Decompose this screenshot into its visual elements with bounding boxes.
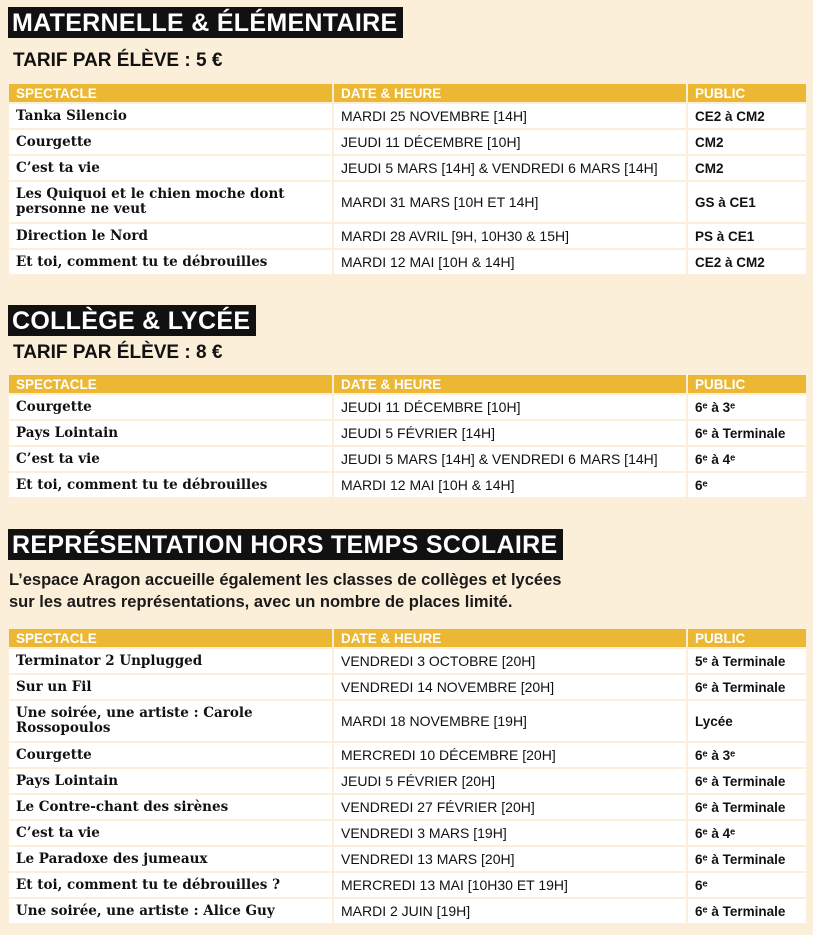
header-date: DATE & HEURE [332, 629, 686, 647]
tarif-maternelle: TARIF PAR ÉLÈVE : 5 € [13, 50, 223, 71]
date-cell: VENDREDI 14 NOVEMBRE [20H] [332, 675, 686, 699]
table-college [9, 373, 806, 499]
header-spectacle: SPECTACLE [9, 84, 332, 102]
public-cell: Lycée [686, 701, 806, 741]
table-row [9, 224, 806, 248]
table-header-row [9, 629, 806, 647]
table-row [9, 473, 806, 497]
show-name-cell: Pays Lointain [9, 769, 332, 793]
table-row [9, 821, 806, 845]
show-name-cell: Et toi, comment tu te débrouilles [9, 473, 332, 497]
date-cell: JEUDI 5 MARS [14H] & VENDREDI 6 MARS [14H] [332, 156, 686, 180]
public-cell: CE2 à CM2 [686, 104, 806, 128]
public-cell: 6ᵉ à Terminale [686, 421, 806, 445]
date-cell: VENDREDI 13 MARS [20H] [332, 847, 686, 871]
show-name-cell: C’est ta vie [9, 821, 332, 845]
show-name-cell: C’est ta vie [9, 447, 332, 471]
date-cell: MERCREDI 10 DÉCEMBRE [20H] [332, 743, 686, 767]
show-name-cell: Courgette [9, 130, 332, 154]
show-name-cell: Tanka Silencio [9, 104, 332, 128]
header-date: DATE & HEURE [332, 375, 686, 393]
table-hors-temps [9, 627, 806, 925]
public-cell: 6ᵉ à Terminale [686, 675, 806, 699]
date-cell: VENDREDI 27 FÉVRIER [20H] [332, 795, 686, 819]
public-cell: 6ᵉ à Terminale [686, 899, 806, 923]
header-date: DATE & HEURE [332, 84, 686, 102]
intro-line-2: sur les autres représentations, avec un nombre de places limité. [9, 593, 513, 611]
section-title-college: COLLÈGE & LYCÉE [8, 305, 256, 336]
public-cell: 6ᵉ à 4ᵉ [686, 821, 806, 845]
table-row [9, 156, 806, 180]
table-row [9, 701, 806, 741]
public-cell: 6ᵉ à Terminale [686, 769, 806, 793]
intro-text [9, 569, 629, 613]
date-cell: JEUDI 11 DÉCEMBRE [10H] [332, 130, 686, 154]
public-cell: 6ᵉ [686, 873, 806, 897]
header-spectacle: SPECTACLE [9, 375, 332, 393]
show-name-cell: Le Paradoxe des jumeaux [9, 847, 332, 871]
show-name-cell: C’est ta vie [9, 156, 332, 180]
table-header-row [9, 375, 806, 393]
table-row [9, 675, 806, 699]
date-cell: JEUDI 11 DÉCEMBRE [10H] [332, 395, 686, 419]
date-cell: MARDI 28 AVRIL [9H, 10H30 & 15H] [332, 224, 686, 248]
date-cell: MARDI 25 NOVEMBRE [14H] [332, 104, 686, 128]
table-row [9, 182, 806, 222]
date-cell: MARDI 31 MARS [10H ET 14H] [332, 182, 686, 222]
table-row [9, 250, 806, 274]
public-cell: 6ᵉ [686, 473, 806, 497]
public-cell: CM2 [686, 130, 806, 154]
header-public: PUBLIC [686, 375, 806, 393]
show-name-cell: Terminator 2 Unplugged [9, 649, 332, 673]
table-row [9, 847, 806, 871]
date-cell: JEUDI 5 FÉVRIER [14H] [332, 421, 686, 445]
section-title-maternelle: MATERNELLE & ÉLÉMENTAIRE [8, 7, 403, 38]
table-row [9, 769, 806, 793]
table-row [9, 130, 806, 154]
public-cell: 6ᵉ à 3ᵉ [686, 743, 806, 767]
section-title-hors-temps: REPRÉSENTATION HORS TEMPS SCOLAIRE [8, 529, 563, 560]
date-cell: VENDREDI 3 MARS [19H] [332, 821, 686, 845]
table-row [9, 104, 806, 128]
intro-line-1: L’espace Aragon accueille également les classes de collèges et lycées [9, 571, 562, 589]
show-name-cell: Le Contre-chant des sirènes [9, 795, 332, 819]
show-name-cell: Une soirée, une artiste : Alice Guy [9, 899, 332, 923]
public-cell: CM2 [686, 156, 806, 180]
table-row [9, 395, 806, 419]
show-name-cell: Courgette [9, 743, 332, 767]
table-maternelle [9, 82, 806, 276]
public-cell: PS à CE1 [686, 224, 806, 248]
table-header-row [9, 84, 806, 102]
date-cell: MARDI 18 NOVEMBRE [19H] [332, 701, 686, 741]
public-cell: 5ᵉ à Terminale [686, 649, 806, 673]
public-cell: CE2 à CM2 [686, 250, 806, 274]
date-cell: JEUDI 5 FÉVRIER [20H] [332, 769, 686, 793]
date-cell: MARDI 2 JUIN [19H] [332, 899, 686, 923]
show-name-cell: Pays Lointain [9, 421, 332, 445]
header-public: PUBLIC [686, 84, 806, 102]
table-row [9, 899, 806, 923]
table-row [9, 447, 806, 471]
header-spectacle: SPECTACLE [9, 629, 332, 647]
public-cell: 6ᵉ à 3ᵉ [686, 395, 806, 419]
date-cell: VENDREDI 3 OCTOBRE [20H] [332, 649, 686, 673]
public-cell: 6ᵉ à Terminale [686, 847, 806, 871]
header-public: PUBLIC [686, 629, 806, 647]
public-cell: GS à CE1 [686, 182, 806, 222]
table-row [9, 873, 806, 897]
show-name-cell: Sur un Fil [9, 675, 332, 699]
date-cell: MARDI 12 MAI [10H & 14H] [332, 473, 686, 497]
public-cell: 6ᵉ à 4ᵉ [686, 447, 806, 471]
table-row [9, 743, 806, 767]
table-row [9, 421, 806, 445]
show-name-cell: Courgette [9, 395, 332, 419]
show-name-cell: Une soirée, une artiste : Carole Rossopoulos [9, 701, 332, 741]
tarif-college: TARIF PAR ÉLÈVE : 8 € [13, 342, 223, 363]
public-cell: 6ᵉ à Terminale [686, 795, 806, 819]
date-cell: MARDI 12 MAI [10H & 14H] [332, 250, 686, 274]
show-name-cell: Et toi, comment tu te débrouilles ? [9, 873, 332, 897]
show-name-cell: Direction le Nord [9, 224, 332, 248]
table-row [9, 649, 806, 673]
table-row [9, 795, 806, 819]
show-name-cell: Et toi, comment tu te débrouilles [9, 250, 332, 274]
show-name-cell: Les Quiquoi et le chien moche dont personne ne veut [9, 182, 332, 222]
date-cell: JEUDI 5 MARS [14H] & VENDREDI 6 MARS [14H] [332, 447, 686, 471]
date-cell: MERCREDI 13 MAI [10H30 ET 19H] [332, 873, 686, 897]
